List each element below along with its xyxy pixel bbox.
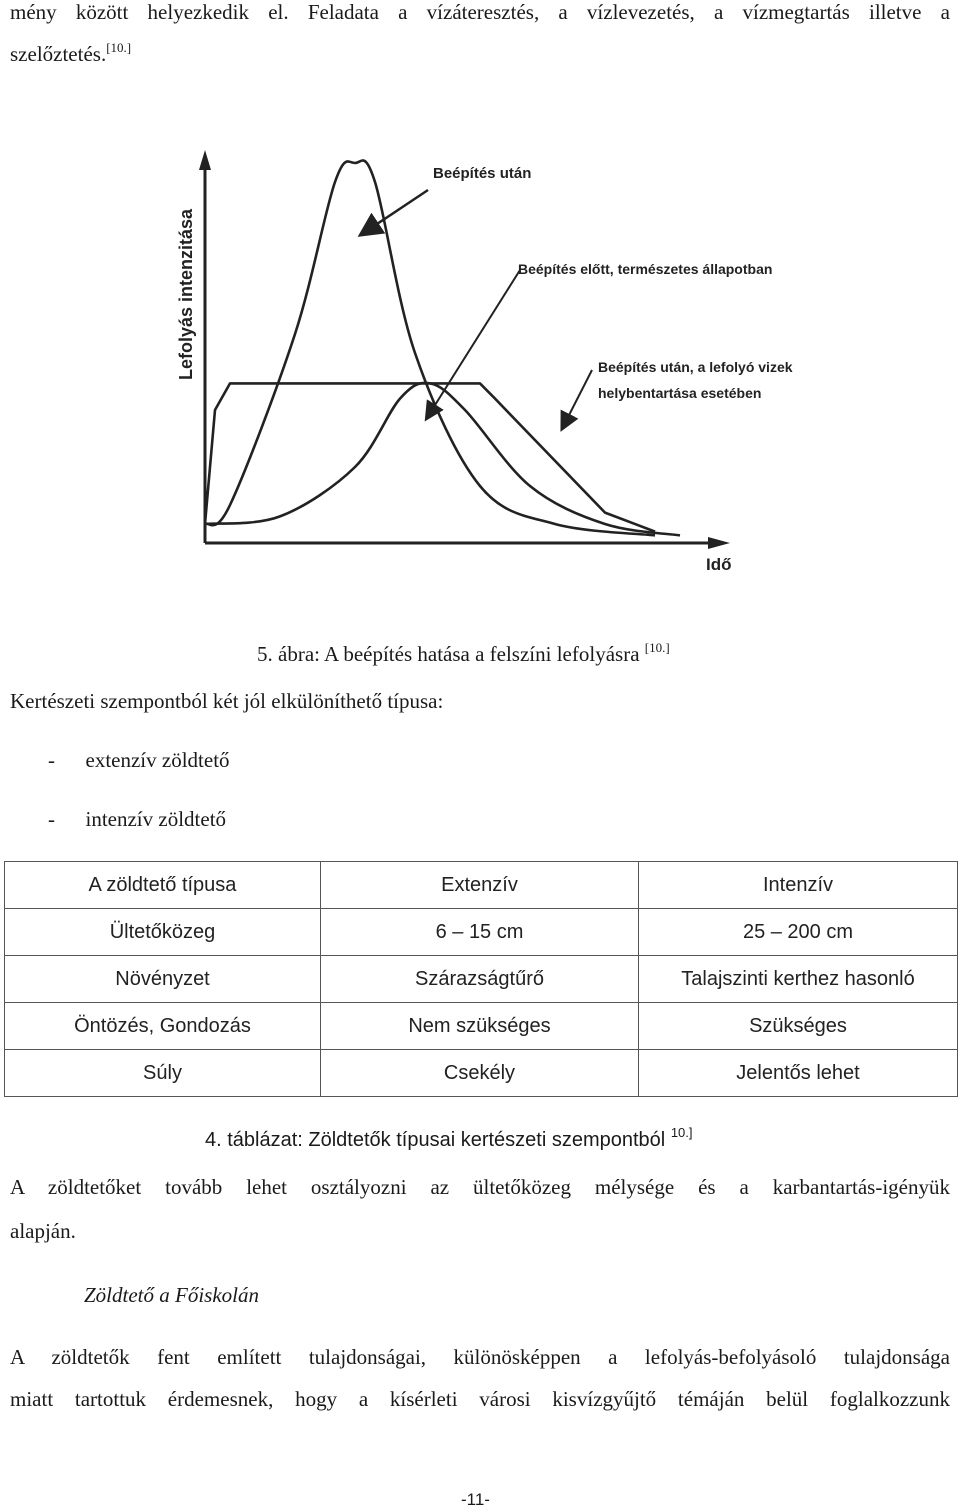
table-cell: Ültetőközeg [5, 909, 321, 956]
table-cell: Intenzív [639, 862, 958, 909]
x-axis-arrow [708, 537, 730, 549]
figure-caption [257, 640, 670, 667]
list-item [48, 807, 226, 832]
series-line-3 [205, 383, 655, 531]
annotation-before: Beépítés előtt, természetes állapotban [518, 261, 773, 277]
intro-line-2-text: szelőztetés. [10, 42, 107, 66]
annotation-retained-1: Beépítés után, a lefolyó vizek [598, 359, 793, 375]
list-item-extensive: extenzív zöldtető [85, 748, 230, 772]
table-cell: Csekély [321, 1050, 639, 1097]
intro-reference: [10.] [106, 40, 132, 55]
pointer-after [368, 190, 428, 230]
section-heading: Zöldtető a Főiskolán [84, 1283, 259, 1307]
roof-types-table [4, 861, 958, 1097]
list-bullet: - [48, 748, 55, 772]
table-cell: Nem szükséges [321, 1003, 639, 1050]
table-caption-reference: 10.] [670, 1125, 693, 1140]
intro-line-1: mény között helyezkedik el. Feladata a vízáteresztés, a vízlevezetés, a vízmegtartás illetve a [10, 0, 950, 24]
list-bullet: - [48, 807, 55, 831]
y-axis-arrow [199, 150, 211, 170]
annotation-after: Beépítés után [433, 165, 532, 182]
pointer-retained [565, 370, 592, 423]
x-axis-label: Idő [706, 555, 732, 574]
table-row [5, 1050, 958, 1097]
annotation-retained-2: helybentartása esetében [598, 385, 762, 401]
table-row [5, 862, 958, 909]
para2-line-2: alapján. [10, 1219, 76, 1243]
table-cell: Szárazságtűrő [321, 956, 639, 1003]
series-line-2 [205, 383, 680, 535]
table-cell: 25 – 200 cm [639, 909, 958, 956]
runoff-figure [160, 118, 800, 598]
table-cell: 6 – 15 cm [321, 909, 639, 956]
list-item [48, 748, 230, 773]
table-cell: Öntözés, Gondozás [5, 1003, 321, 1050]
table-cell: Jelentős lehet [639, 1050, 958, 1097]
types-intro: Kertészeti szempontból két jól elkülöníthető típusa: [10, 689, 444, 713]
table-cell: Növényzet [5, 956, 321, 1003]
para3-line-2: miatt tartottuk érdemesnek, hogy a kísérleti városi kisvízgyűjtő témáján belül foglalkozzunk [10, 1387, 950, 1411]
figure-caption-reference: [10.] [644, 640, 670, 655]
table-cell: A zöldtető típusa [5, 862, 321, 909]
intro-line-2 [10, 40, 131, 67]
table-cell: Extenzív [321, 862, 639, 909]
table-row [5, 956, 958, 1003]
list-item-intensive: intenzív zöldtető [85, 807, 227, 831]
figure-caption-text: 5. ábra: A beépítés hatása a felszíni lefolyásra [257, 642, 640, 666]
series-line-1 [205, 160, 655, 535]
table-caption-text: 4. táblázat: Zöldtetők típusai kertészeti szempontból [205, 1129, 666, 1151]
table-row [5, 909, 958, 956]
table-caption [205, 1125, 693, 1152]
pointer-before [430, 270, 520, 413]
table-row [5, 1003, 958, 1050]
y-axis-label: Lefolyás intenzitása [176, 208, 196, 380]
para2-line-1: A zöldtetőket tovább lehet osztályozni az ültetőközeg mélysége és a karbantartás-igényük [10, 1175, 950, 1199]
table-cell: Talajszinti kerthez hasonló [639, 956, 958, 1003]
table-cell: Súly [5, 1050, 321, 1097]
table-cell: Szükséges [639, 1003, 958, 1050]
runoff-chart [160, 118, 800, 598]
page-number: -11- [461, 1490, 490, 1509]
para3-line-1: A zöldtetők fent említett tulajdonságai, különösképpen a lefolyás-befolyásoló tulajdonsága [10, 1345, 950, 1369]
